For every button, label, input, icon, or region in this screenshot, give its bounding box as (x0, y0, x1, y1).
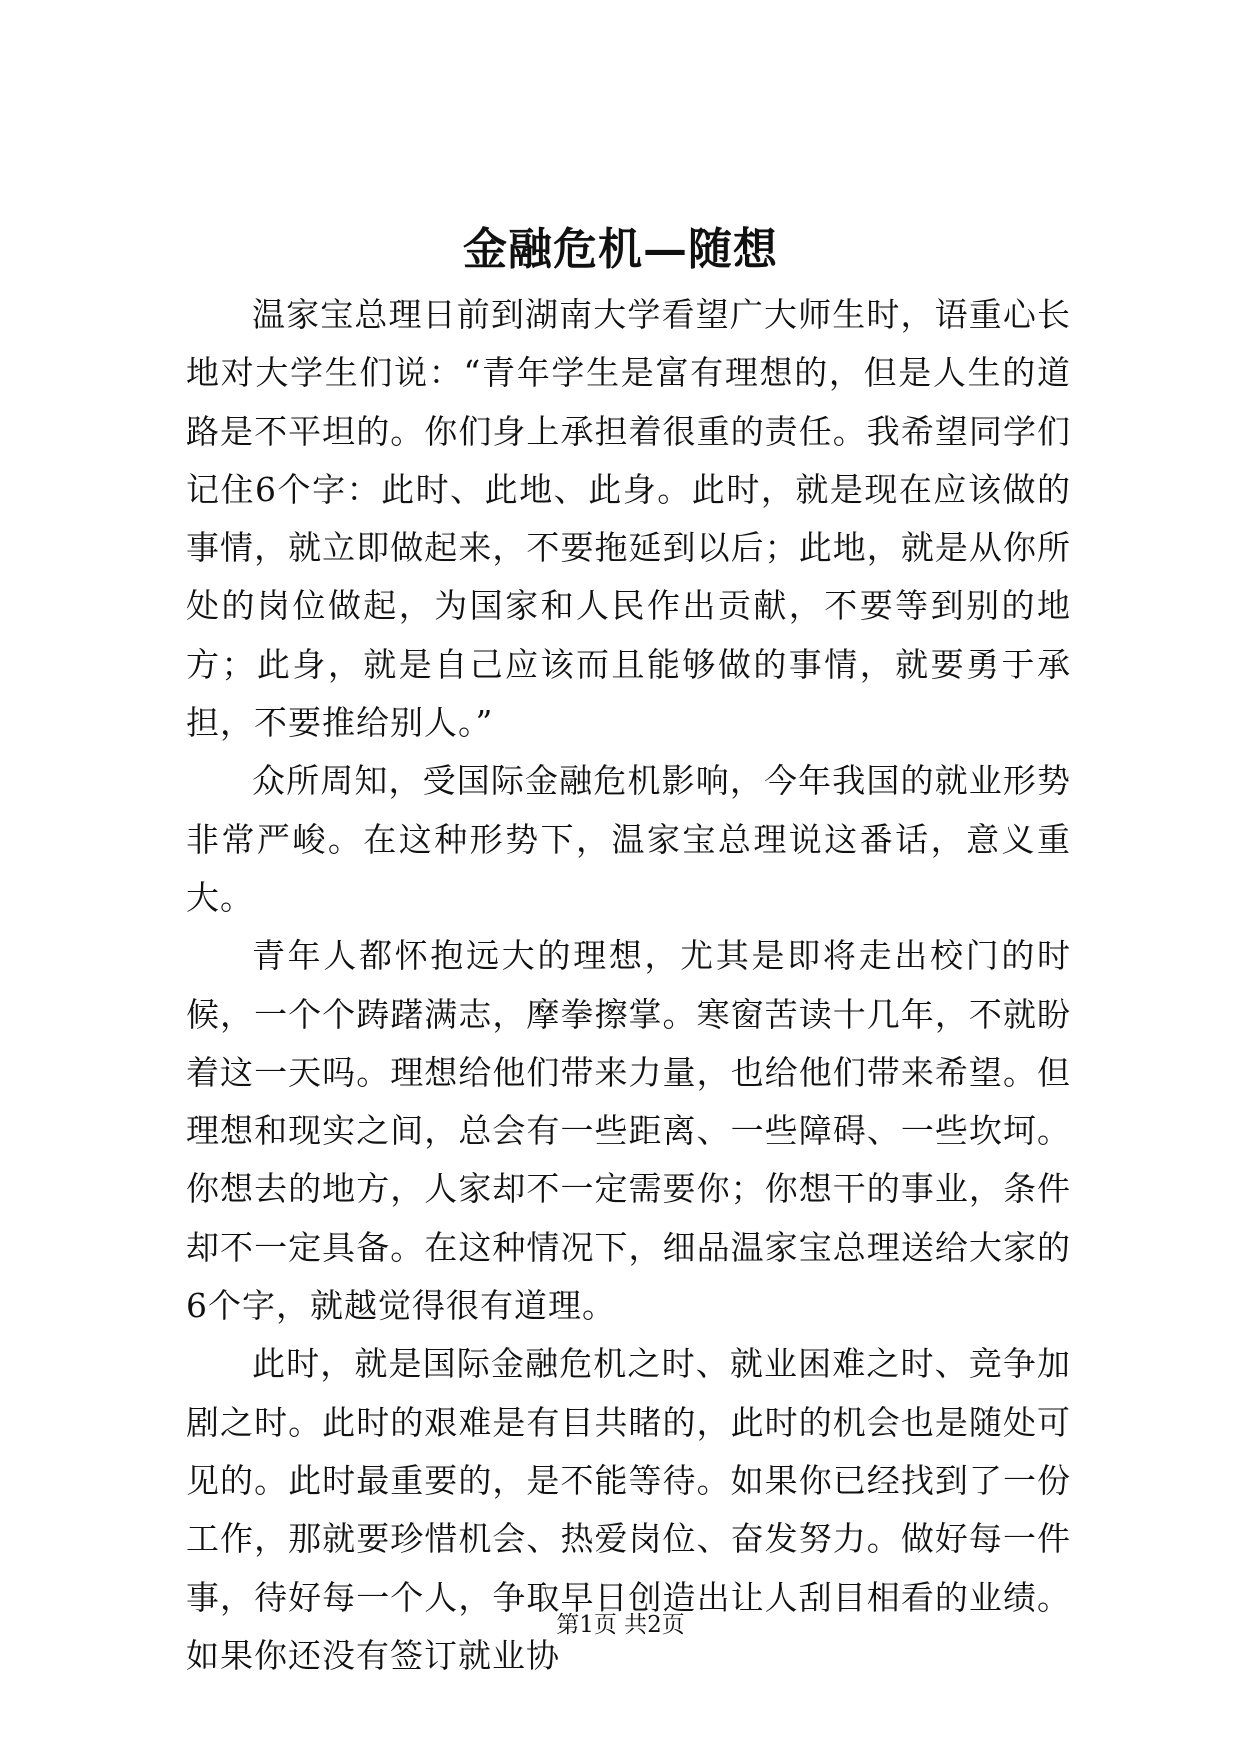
paragraph-3: 青年人都怀抱远大的理想，尤其是即将走出校门的时候，一个个踌躇满志，摩拳擦掌。寒窗苦读十几年，不就盼着这一天吗。理想给他们带来力量，也给他们带来希望。但理想和现实之间，总会有一些距离、一些障碍、一些坎坷。你想去的地方，人家却不一定需要你；你想干的事业，条件却不一定具备。在这种情况下，细品温家宝总理送给大家的6个字，就越觉得很有道理。 (186, 936, 1071, 1326)
document-title: 金融危机—随想 (463, 224, 778, 275)
page-footer: 第1页 共2页 (556, 1612, 685, 1638)
paragraph-4: 此时，就是国际金融危机之时、就业困难之时、竞争加剧之时。此时的艰难是有目共睹的，此时的机会也是随处可见的。此时最重要的，是不能等待。如果你已经找到了一份工作，那就要珍惜机会、热爱岗位、奋发努力。做好每一件事，待好每一个人，争取早日创造出让人刮目相看的业绩。如果你还没有签订就业协 (186, 1344, 1071, 1675)
paragraph-1: 温家宝总理日前到湖南大学看望广大师生时，语重心长地对大学生们说：“青年学生是富有理想的，但是人生的道路是不平坦的。你们身上承担着很重的责任。我希望同学们记住6个字：此时、此地、此身。此时，就是现在应该做的事情，就立即做起来，不要拖延到以后；此地，就是从你所处的岗位做起，为国家和人民作出贡献，不要等到别的地方；此身，就是自己应该而且能够做的事情，就要勇于承担，不要推给别人。” (186, 295, 1071, 743)
document-body (186, 286, 1071, 1685)
paragraph-2: 众所周知，受国际金融危机影响，今年我国的就业形势非常严峻。在这种形势下，温家宝总理说这番话，意义重大。 (186, 761, 1071, 917)
